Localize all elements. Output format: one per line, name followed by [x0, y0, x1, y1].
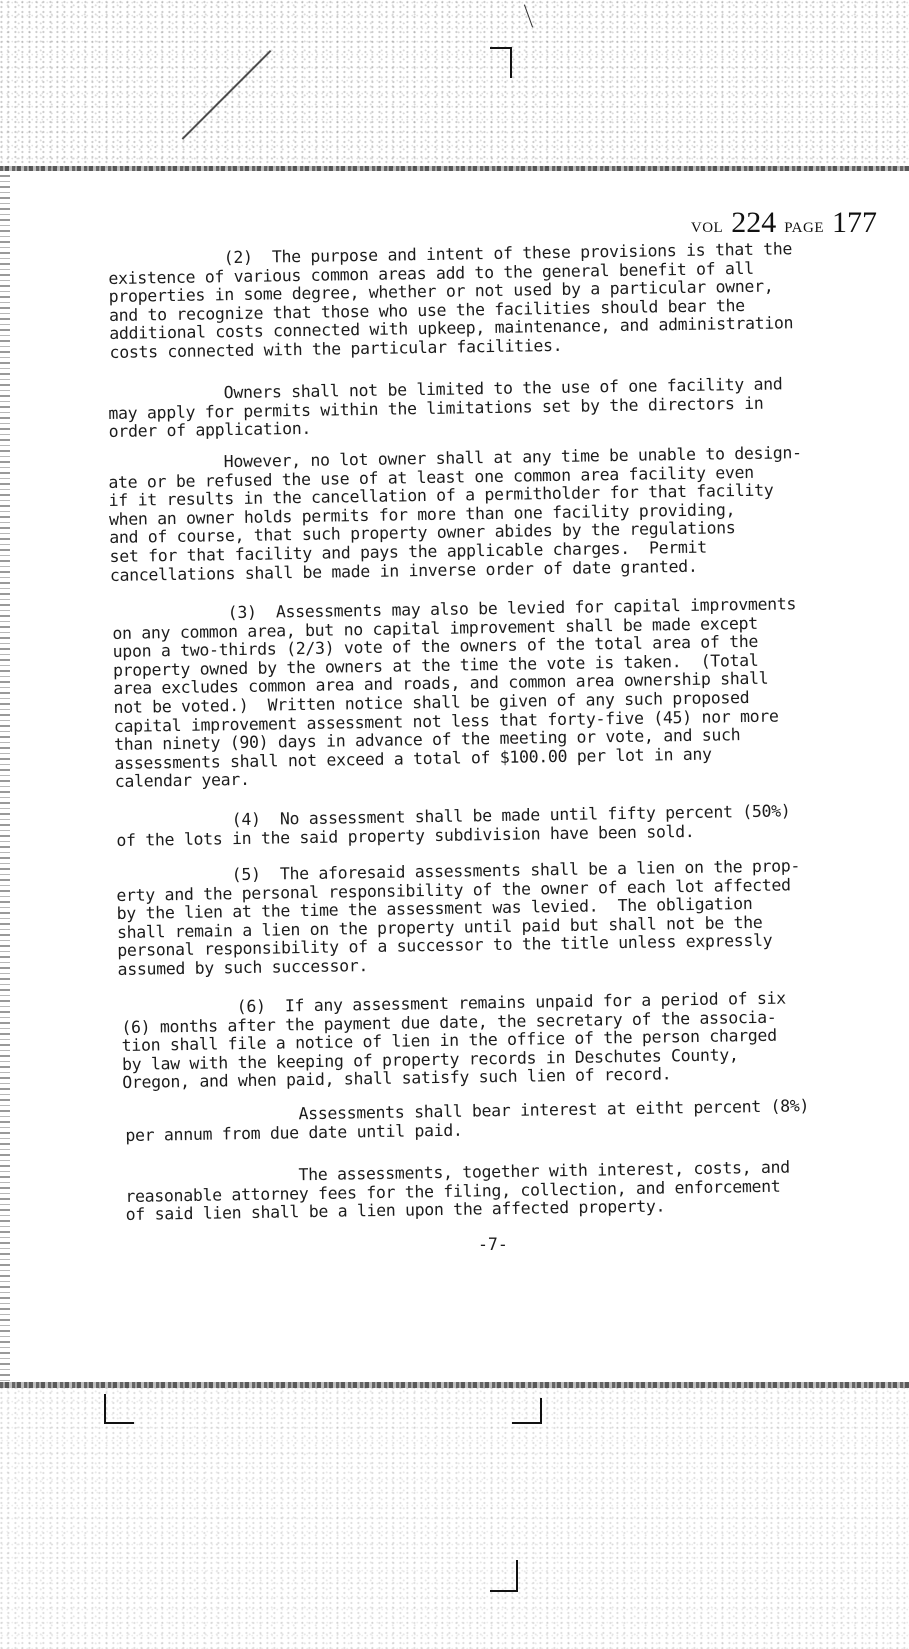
paragraph-attorney-fees: The assessments, together with interest, costs, and reasonable attorney fees for the filing, collection, and enforcement of said lien shall be a lien upon the affected property.	[124, 1157, 790, 1225]
page-label: PAGE	[784, 220, 824, 236]
paragraph-3-capital-improvements: (3) Assessments may also be levied for capital improvments on any common area, but no capital improvement shall be made except upon a two-thirds (2/3) vote of the owners of the total area of the property owned by the owners at the time the vote is taken. (Total area excludes common area and roads, and common area ownership shall not be voted.) Written notice shall be given of any such proposed capital improvement assessment not less that forty-five (45) nor more than ninety (90) days in advance of the meeting or vote, and such assessments shall not exceed a total of $100.00 per lot in any calendar year.	[111, 594, 797, 792]
scan-noise-top	[0, 0, 909, 168]
scan-edge-top	[0, 166, 909, 171]
crop-mark-bottom-left	[104, 1394, 134, 1424]
crop-mark-lower	[490, 1560, 518, 1592]
crop-mark-bottom-right	[512, 1398, 542, 1424]
paragraph-4-assessment-threshold: (4) No assessment shall be made until fifty percent (50%) of the lots in the said property subdivision have been sold.	[115, 801, 791, 850]
crop-mark-top	[490, 47, 512, 78]
page-marker: -7-	[478, 1235, 508, 1254]
scan-noise-bottom	[0, 1386, 909, 1649]
paragraph-owners-permits: Owners shall not be limited to the use of one facility and may apply for permits within the limitations set by the directors in order of application.	[107, 374, 783, 442]
paragraph-6-unpaid-assessment: (6) If any assessment remains unpaid for a period of six (6) months after the payment due date, the secretary of the associa- tion shall file a notice of lien in the office of the person charged by law with the keeping of property records in Deschutes County, Oregon, and when paid, shall satisfy such lien of record.	[120, 988, 786, 1093]
vol-label: VOL	[690, 220, 724, 236]
page-number: 177	[832, 206, 877, 239]
volume-page-reference	[691, 206, 881, 240]
paragraph-interest: Assessments shall bear interest at eitht percent (8%) per annum from due date until paid.	[124, 1096, 810, 1145]
scan-edge-left	[0, 175, 10, 1385]
scan-edge-bottom	[0, 1382, 909, 1388]
paragraph-5-lien: (5) The aforesaid assessments shall be a lien on the prop- erty and the personal responsibility of the owner of each lot affected by the lien at the time the assessment was levied. The obligation shall remain a lien on the property until paid but shall not be the personal responsibility of a successor to the title unless expressly assumed by such successor.	[115, 856, 801, 979]
paragraph-2-purpose: (2) The purpose and intent of these provisions is that the existence of various common areas add to the general benefit of all properties in some degree, whether or not used by a particular owner, and to recognize that those who use the facilities should bear the additional costs connected with upkeep, maintenance, and administration costs connected with the particular facilities.	[107, 239, 794, 362]
vol-number: 224	[731, 206, 777, 239]
paragraph-facility-use: However, no lot owner shall at any time be unable to design- ate or be refused the use of at least one common area facility even if it results in the cancellation of a permitholder for that facility when an owner holds permits for more than one facility providing, and of course, that such property owner abides by the regulations set for that facility and pays the applicable charges. Permit cancellations shall be made in inverse order of date granted.	[107, 443, 802, 585]
